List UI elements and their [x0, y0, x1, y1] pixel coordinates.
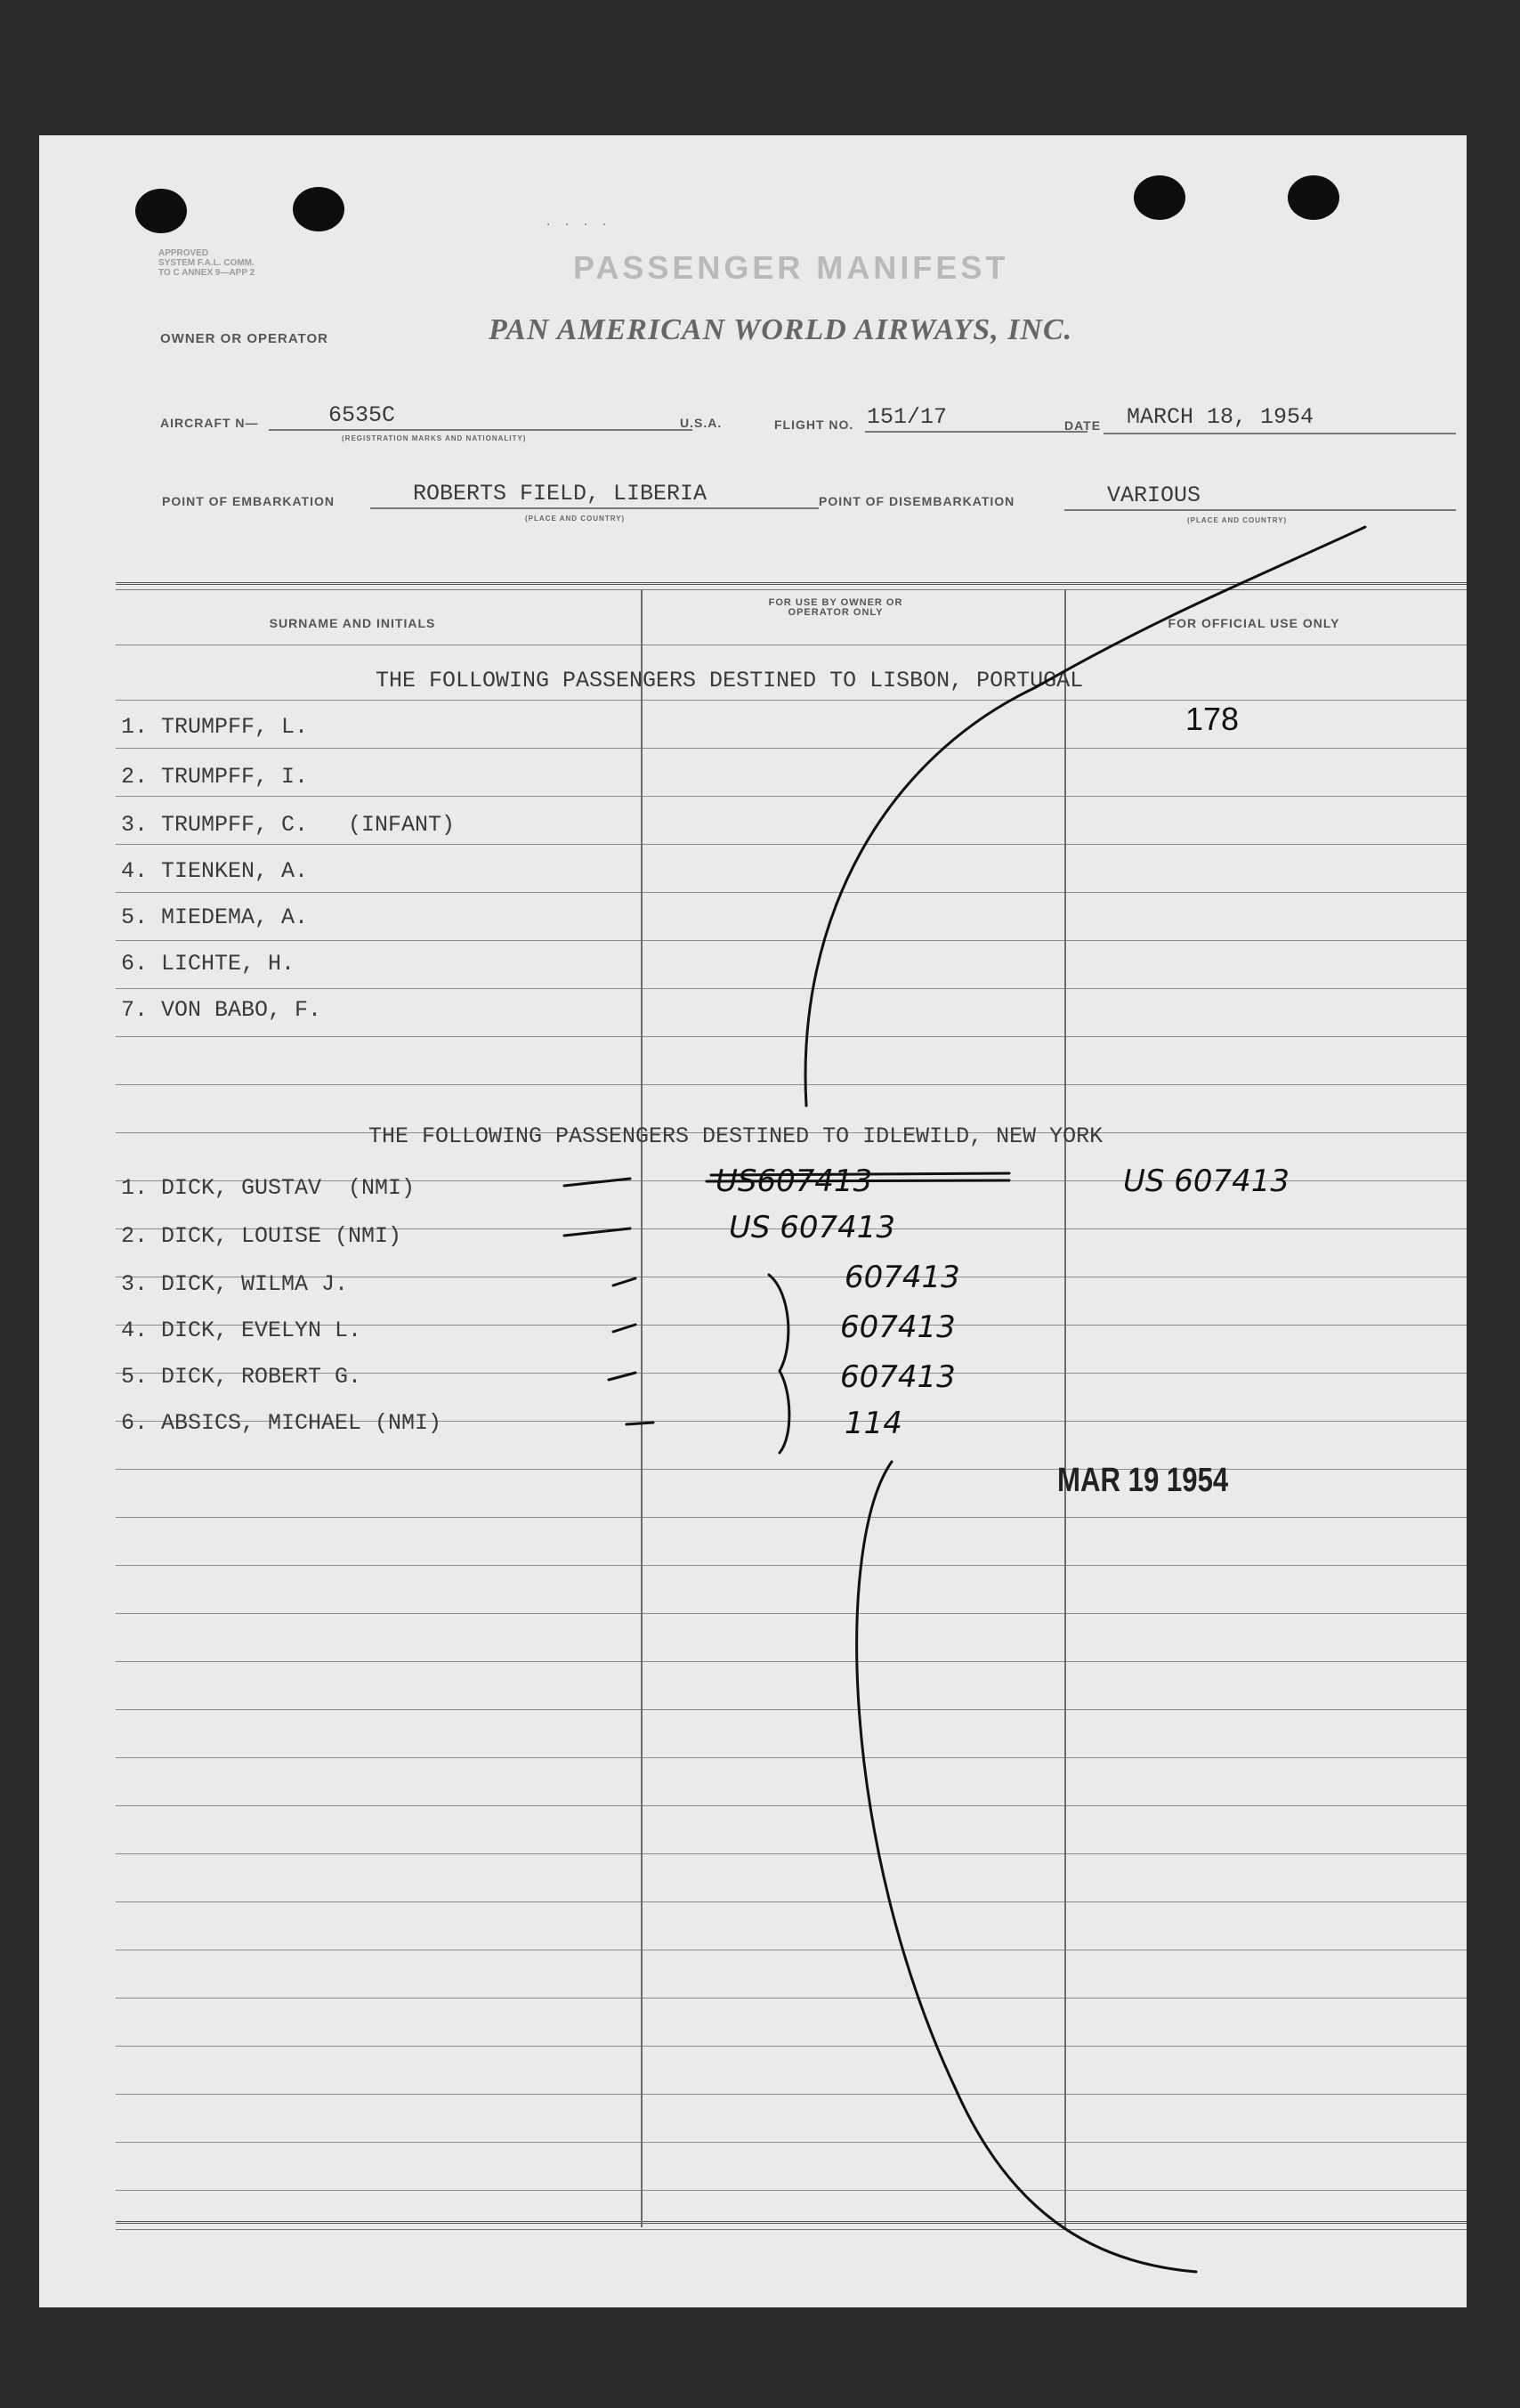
section1-heading: THE FOLLOWING PASSENGERS DESTINED TO LISBON, PORTUGAL — [376, 668, 1084, 693]
flight-label: FLIGHT NO. — [774, 418, 854, 432]
passenger-row: 1. DICK, GUSTAV (NMI) — [121, 1175, 416, 1201]
document-title: PASSENGER MANIFEST — [573, 249, 1009, 286]
passenger-row: 4. DICK, EVELYN L. — [121, 1318, 362, 1343]
aircraft-value: 6535C — [328, 402, 396, 428]
flight-value: 151/17 — [867, 404, 948, 430]
official-note: US 607413 — [1123, 1163, 1290, 1199]
aircraft-label: AIRCRAFT N— — [160, 416, 259, 430]
embark-label: POINT OF EMBARKATION — [162, 494, 335, 508]
passenger-row: 3. TRUMPFF, C. (INFANT) — [121, 812, 456, 838]
disembark-label: POINT OF DISEMBARKATION — [819, 494, 1015, 508]
embark-sub: (PLACE AND COUNTRY) — [525, 515, 626, 523]
owner-note: US 607413 — [729, 1210, 896, 1245]
owner-note: US607413 — [716, 1163, 873, 1199]
disembark-value: VARIOUS — [1107, 482, 1201, 508]
col-owner-use: FOR USE BY OWNER OR OPERATOR ONLY — [768, 597, 903, 618]
approval-note: APPROVED SYSTEM F.A.L. COMM. TO C ANNEX 9—APP 2 — [158, 248, 255, 278]
date-value: MARCH 18, 1954 — [1127, 404, 1314, 430]
passenger-row: 3. DICK, WILMA J. — [121, 1271, 349, 1297]
date-stamp: MAR 19 1954 — [1057, 1462, 1229, 1499]
col-official-use: FOR OFFICIAL USE ONLY — [1168, 616, 1340, 630]
passenger-row: 7. VON BABO, F. — [121, 997, 322, 1023]
official-note-178: 178 — [1185, 701, 1240, 737]
usa-label: U.S.A. — [680, 416, 723, 430]
operator-name: PAN AMERICAN WORLD AIRWAYS, INC. — [489, 313, 1073, 346]
owner-note: 607413 — [840, 1359, 956, 1395]
dots: . . . . — [546, 214, 612, 229]
owner-note: 607413 — [845, 1260, 960, 1295]
disembark-sub: (PLACE AND COUNTRY) — [1187, 516, 1288, 524]
passenger-row: 1. TRUMPFF, L. — [121, 714, 309, 740]
owner-label: OWNER OR OPERATOR — [160, 331, 328, 346]
passenger-row: 4. TIENKEN, A. — [121, 858, 309, 884]
embark-value: ROBERTS FIELD, LIBERIA — [413, 481, 707, 507]
section2-heading: THE FOLLOWING PASSENGERS DESTINED TO IDLEWILD, NEW YORK — [368, 1123, 1104, 1149]
owner-note: 607413 — [840, 1309, 956, 1345]
manifest-page — [39, 135, 1467, 2307]
passenger-row: 5. MIEDEMA, A. — [121, 904, 309, 930]
date-label: DATE — [1064, 418, 1102, 433]
passenger-row: 6. LICHTE, H. — [121, 951, 295, 977]
passenger-row: 2. TRUMPFF, I. — [121, 764, 309, 790]
passenger-row: 5. DICK, ROBERT G. — [121, 1364, 362, 1390]
passenger-row: 6. ABSICS, MICHAEL (NMI) — [121, 1410, 442, 1436]
passenger-row: 2. DICK, LOUISE (NMI) — [121, 1223, 402, 1249]
handwriting-layer — [39, 135, 1467, 2307]
aircraft-sub: (REGISTRATION MARKS AND NATIONALITY) — [342, 434, 527, 442]
col-surname: SURNAME AND INITIALS — [269, 616, 436, 630]
owner-note: 114 — [845, 1406, 902, 1441]
